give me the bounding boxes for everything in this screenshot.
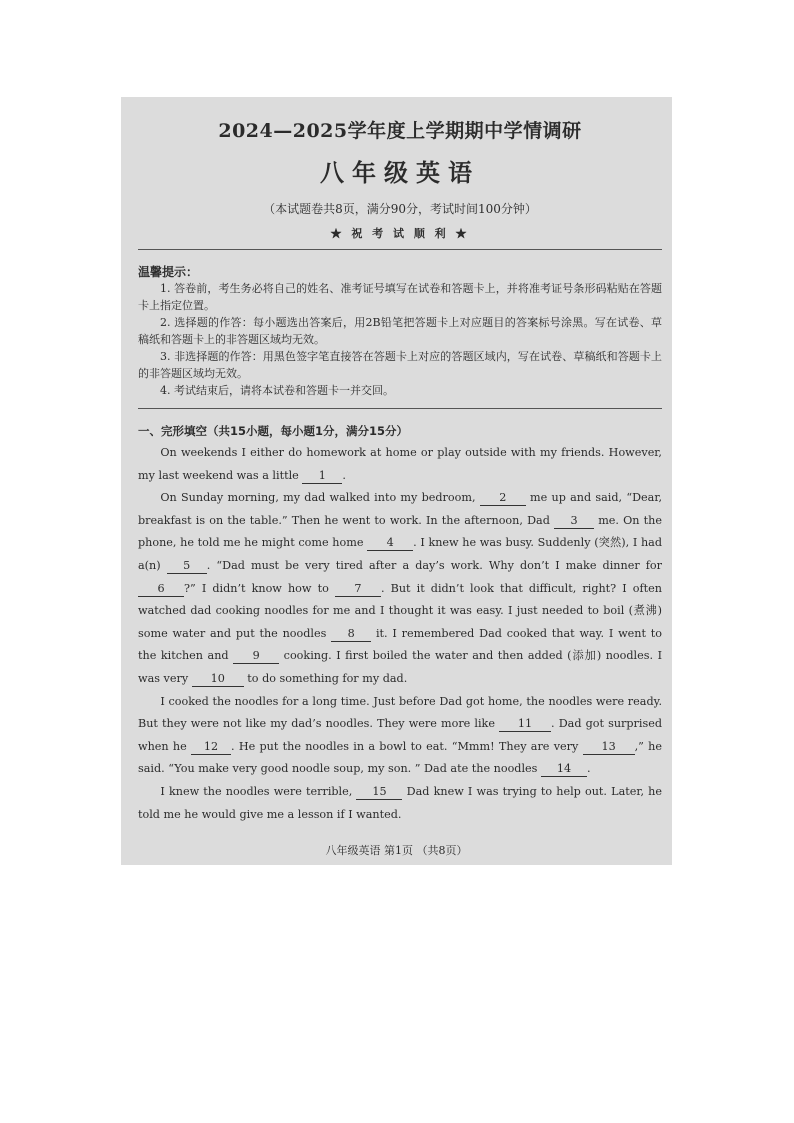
passage-text: ,” he said. “You make very good noodle soup, my son. ” Dad ate the noodles	[138, 739, 662, 776]
passage-text: Dad knew I was trying to help out. Later, he told me he would give me a lesson if I wanted.	[138, 784, 663, 821]
page-footer: 八年级英语 第1页 （共8页）	[325, 844, 468, 857]
subject-title: 八年级英语	[320, 158, 480, 187]
passage-text: me. On the phone, he told me he might come home	[138, 513, 662, 550]
passage-text: .	[586, 762, 591, 776]
blank-10: 10	[192, 672, 244, 687]
blank-4: 4	[367, 536, 413, 551]
blank-12: 12	[191, 740, 231, 755]
blank-14: 14	[541, 762, 587, 777]
passage-text: On weekends I either do homework at home or play outside with my friends. However, my last weekend was a little	[138, 446, 662, 482]
passage-paragraph	[138, 442, 662, 487]
passage-text: . But it didn’t look that difficult, right? I often watched dad cooking noodles for me and I thought it was easy. I just needed to boil (煮沸) some water and put the noodles	[138, 581, 662, 640]
blank-1: 1	[302, 469, 342, 484]
passage-text: it. I remembered Dad cooked that way. I went to the kitchen and	[138, 626, 662, 663]
passage-paragraph	[138, 691, 662, 781]
passage-text: to do something for my dad.	[247, 671, 408, 685]
passage-text: On Sunday morning, my dad walked into my bedroom,	[160, 491, 476, 505]
passage-text: I knew the noodles were terrible,	[160, 784, 353, 798]
blank-11: 11	[499, 717, 551, 732]
passage-text: ?” I didn’t know how to	[184, 581, 329, 595]
tip-item: 3. 非选择题的作答：用黑色签字笔直接答在答题卡上对应的答题区域内，写在试卷、草稿纸和答题卡上的非答题区域均无效。	[138, 350, 662, 380]
exam-title: 2024—2025学年度上学期期中学情调研	[218, 120, 582, 142]
passage-text: . He put the noodles in a bowl to eat. “Mmm! They are very	[231, 739, 579, 753]
blank-6: 6	[138, 582, 184, 597]
blank-3: 3	[554, 514, 594, 529]
passage-text: cooking. I first boiled the water and then added (添加) noodles. I was very	[138, 649, 663, 685]
blank-9: 9	[233, 649, 279, 664]
blank-8: 8	[331, 627, 371, 642]
exam-page	[121, 97, 672, 865]
exam-info: （本试题卷共8页，满分90分，考试时间100分钟）	[263, 202, 537, 216]
tip-item: 1. 答卷前，考生务必将自己的姓名、准考证号填写在试卷和答题卡上，并将准考证号条形码粘贴在答题卡上指定位置。	[138, 282, 662, 312]
passage-text: . Dad got surprised when he	[138, 717, 662, 753]
section-heading: 一、完形填空（共15小题，每小题1分，满分15分）	[138, 424, 409, 438]
tip-item: 2. 选择题的作答：每小题选出答案后，用2B铅笔把答题卡上对应题目的答案标号涂黑。写在试卷、草稿纸和答题卡上的非答题区域均无效。	[138, 316, 662, 346]
blank-15: 15	[356, 785, 402, 800]
passage-text: . I knew he was busy. Suddenly (突然), I had a(n)	[138, 536, 662, 572]
passage-paragraph	[138, 487, 662, 690]
passage-text: I cooked the noodles for a long time. Just before Dad got home, the noodles were ready. But they were not like my dad’s noodles. They were more like	[138, 694, 662, 731]
blank-7: 7	[335, 582, 381, 597]
tip-item: 4. 考试结束后，请将本试卷和答题卡一并交回。	[160, 384, 394, 397]
blank-13: 13	[583, 740, 635, 755]
good-luck-line: ★ 祝 考 试 顺 利 ★	[330, 227, 470, 240]
divider	[138, 249, 662, 250]
blank-5: 5	[167, 559, 207, 574]
passage-text: .	[342, 468, 346, 482]
tips-title: 温馨提示：	[138, 265, 199, 279]
passage-text: . “Dad must be very tired after a day’s work. Why don’t I make dinner for	[206, 558, 662, 572]
passage-text: me up and said, “Dear, breakfast is on the table.” Then he went to work. In the afternoon, Dad	[138, 491, 662, 527]
blank-2: 2	[480, 491, 526, 506]
divider	[138, 408, 662, 409]
passage-paragraph	[138, 781, 662, 826]
